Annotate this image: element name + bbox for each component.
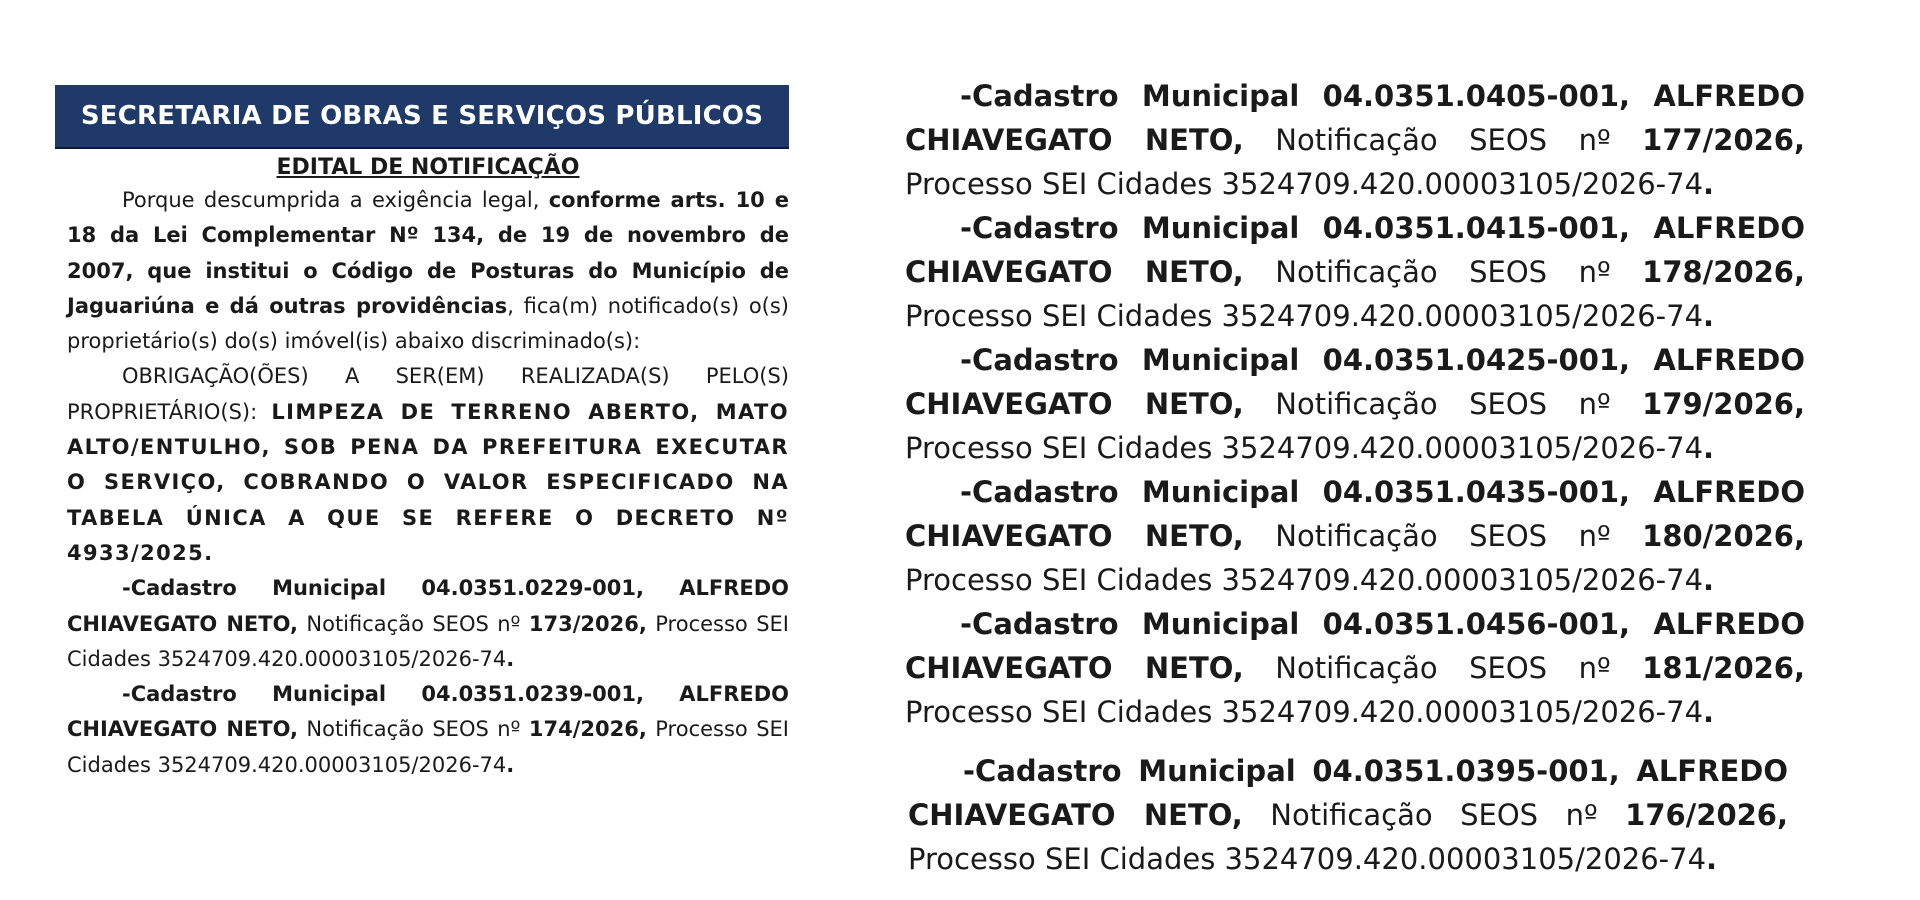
obligation-label: OBRIGAÇÃO(ÕES) A SER(EM) REALIZADA(S) PELO(S) PROPRIETÁRIO(S): bbox=[67, 364, 789, 424]
entry-notification-number: 181/2026, bbox=[1642, 651, 1805, 685]
entry-process-prefix: Processo SEI Cidades bbox=[908, 842, 1216, 876]
intro-legal-reference: conforme arts. 10 e 18 da Lei Complementar Nº 134, de 19 de novembro de 2007, que institui o Código de Posturas do Município de Jaguariúna e dá outras providências bbox=[67, 188, 789, 318]
entry-cadastro: -Cadastro Municipal 04.0351.0456-001, ALFREDO CHIAVEGATO NETO, bbox=[905, 607, 1805, 685]
entry-cadastro: -Cadastro Municipal 04.0351.0405-001, ALFREDO CHIAVEGATO NETO, bbox=[905, 79, 1805, 157]
entry-process-number: 3524709.420.00003105/2026-74 bbox=[157, 752, 507, 777]
entry-cadastro: -Cadastro Municipal 04.0351.0415-001, ALFREDO CHIAVEGATO NETO, bbox=[905, 211, 1805, 289]
entry-period: . bbox=[1703, 299, 1715, 333]
entry-paragraph bbox=[67, 571, 789, 677]
entry-process-prefix: Processo SEI Cidades bbox=[67, 717, 789, 777]
entry-notification-number: 174/2026, bbox=[528, 717, 647, 742]
entry-notification-prefix: Notificação SEOS nº bbox=[1275, 255, 1611, 289]
entry-process-number: 3524709.420.00003105/2026-74 bbox=[1221, 167, 1704, 201]
entry-cadastro: -Cadastro Municipal 04.0351.0435-001, ALFREDO CHIAVEGATO NETO, bbox=[905, 475, 1805, 553]
entry-process-prefix: Processo SEI Cidades bbox=[905, 695, 1213, 729]
entry-paragraph bbox=[905, 206, 1805, 338]
obligation-paragraph bbox=[67, 359, 789, 571]
entry-cadastro: -Cadastro Municipal 04.0351.0239-001, ALFREDO CHIAVEGATO NETO, bbox=[67, 682, 789, 742]
entry-cadastro: -Cadastro Municipal 04.0351.0395-001, ALFREDO CHIAVEGATO NETO, bbox=[908, 754, 1788, 832]
entry-period: . bbox=[506, 646, 515, 671]
entry-notification-prefix: Notificação SEOS nº bbox=[306, 717, 521, 742]
entry-notification-prefix: Notificação SEOS nº bbox=[306, 611, 521, 636]
entry-period: . bbox=[506, 752, 515, 777]
entry-process-prefix: Processo SEI Cidades bbox=[905, 299, 1213, 333]
entry-notification-number: 180/2026, bbox=[1642, 519, 1805, 553]
intro-tail-text: , fica(m) notificado(s) o(s) proprietário(s) do(s) imóvel(is) abaixo discriminado(s): bbox=[67, 293, 789, 354]
notice-title: EDITAL DE NOTIFICAÇÃO bbox=[276, 155, 580, 180]
entry-process-number: 3524709.420.00003105/2026-74 bbox=[1221, 431, 1704, 465]
entry-paragraph bbox=[905, 74, 1805, 206]
obligation-text: LIMPEZA DE TERRENO ABERTO, MATO ALTO/ENTULHO, SOB PENA DA PREFEITURA EXECUTAR O SERVIÇO, COBRANDO O VALOR ESPECIFICADO NA TABELA ÚNICA A QUE SE REFERE O DECRETO Nº 4933/2025. bbox=[67, 399, 790, 565]
entry-notification-prefix: Notificação SEOS nº bbox=[1270, 798, 1598, 832]
department-header: SECRETARIA DE OBRAS E SERVIÇOS PÚBLICOS bbox=[55, 85, 789, 149]
entry-paragraph bbox=[905, 470, 1805, 602]
entry-process-number: 3524709.420.00003105/2026-74 bbox=[1221, 695, 1704, 729]
entry-notification-prefix: Notificação SEOS nº bbox=[1275, 387, 1611, 421]
notice-body bbox=[55, 153, 789, 783]
entry-period: . bbox=[1703, 167, 1715, 201]
entry-process-prefix: Processo SEI Cidades bbox=[67, 611, 789, 671]
entry-notification-number: 178/2026, bbox=[1642, 255, 1805, 289]
entry-period: . bbox=[1703, 695, 1715, 729]
entry-cadastro: -Cadastro Municipal 04.0351.0425-001, ALFREDO CHIAVEGATO NETO, bbox=[905, 343, 1805, 421]
entry-notification-number: 173/2026, bbox=[528, 611, 647, 636]
entry-notification-prefix: Notificação SEOS nº bbox=[1275, 519, 1611, 553]
intro-plain-text: Porque descumprida a exigência legal, bbox=[122, 188, 540, 212]
entry-paragraph bbox=[905, 602, 1805, 734]
entry-process-number: 3524709.420.00003105/2026-74 bbox=[1221, 299, 1704, 333]
entry-period: . bbox=[1706, 842, 1718, 876]
entry-process-prefix: Processo SEI Cidades bbox=[905, 431, 1213, 465]
entry-process-prefix: Processo SEI Cidades bbox=[905, 167, 1213, 201]
entry-process-prefix: Processo SEI Cidades bbox=[905, 563, 1213, 597]
entry-process-number: 3524709.420.00003105/2026-74 bbox=[157, 646, 507, 671]
left-column bbox=[55, 85, 789, 783]
entry-notification-prefix: Notificação SEOS nº bbox=[1275, 123, 1611, 157]
entry-period: . bbox=[1703, 431, 1715, 465]
entry-cadastro: -Cadastro Municipal 04.0351.0229-001, ALFREDO CHIAVEGATO NETO, bbox=[67, 576, 789, 636]
entry-process-number: 3524709.420.00003105/2026-74 bbox=[1224, 842, 1707, 876]
entry-period: . bbox=[1703, 563, 1715, 597]
entry-notification-number: 179/2026, bbox=[1642, 387, 1805, 421]
intro-paragraph bbox=[67, 183, 789, 359]
entry-process-number: 3524709.420.00003105/2026-74 bbox=[1221, 563, 1704, 597]
entry-paragraph bbox=[67, 677, 789, 783]
right-column bbox=[905, 74, 1805, 881]
entry-paragraph bbox=[908, 749, 1788, 881]
entry-notification-number: 176/2026, bbox=[1625, 798, 1788, 832]
entry-paragraph bbox=[905, 338, 1805, 470]
entry-notification-prefix: Notificação SEOS nº bbox=[1275, 651, 1611, 685]
entry-notification-number: 177/2026, bbox=[1642, 123, 1805, 157]
